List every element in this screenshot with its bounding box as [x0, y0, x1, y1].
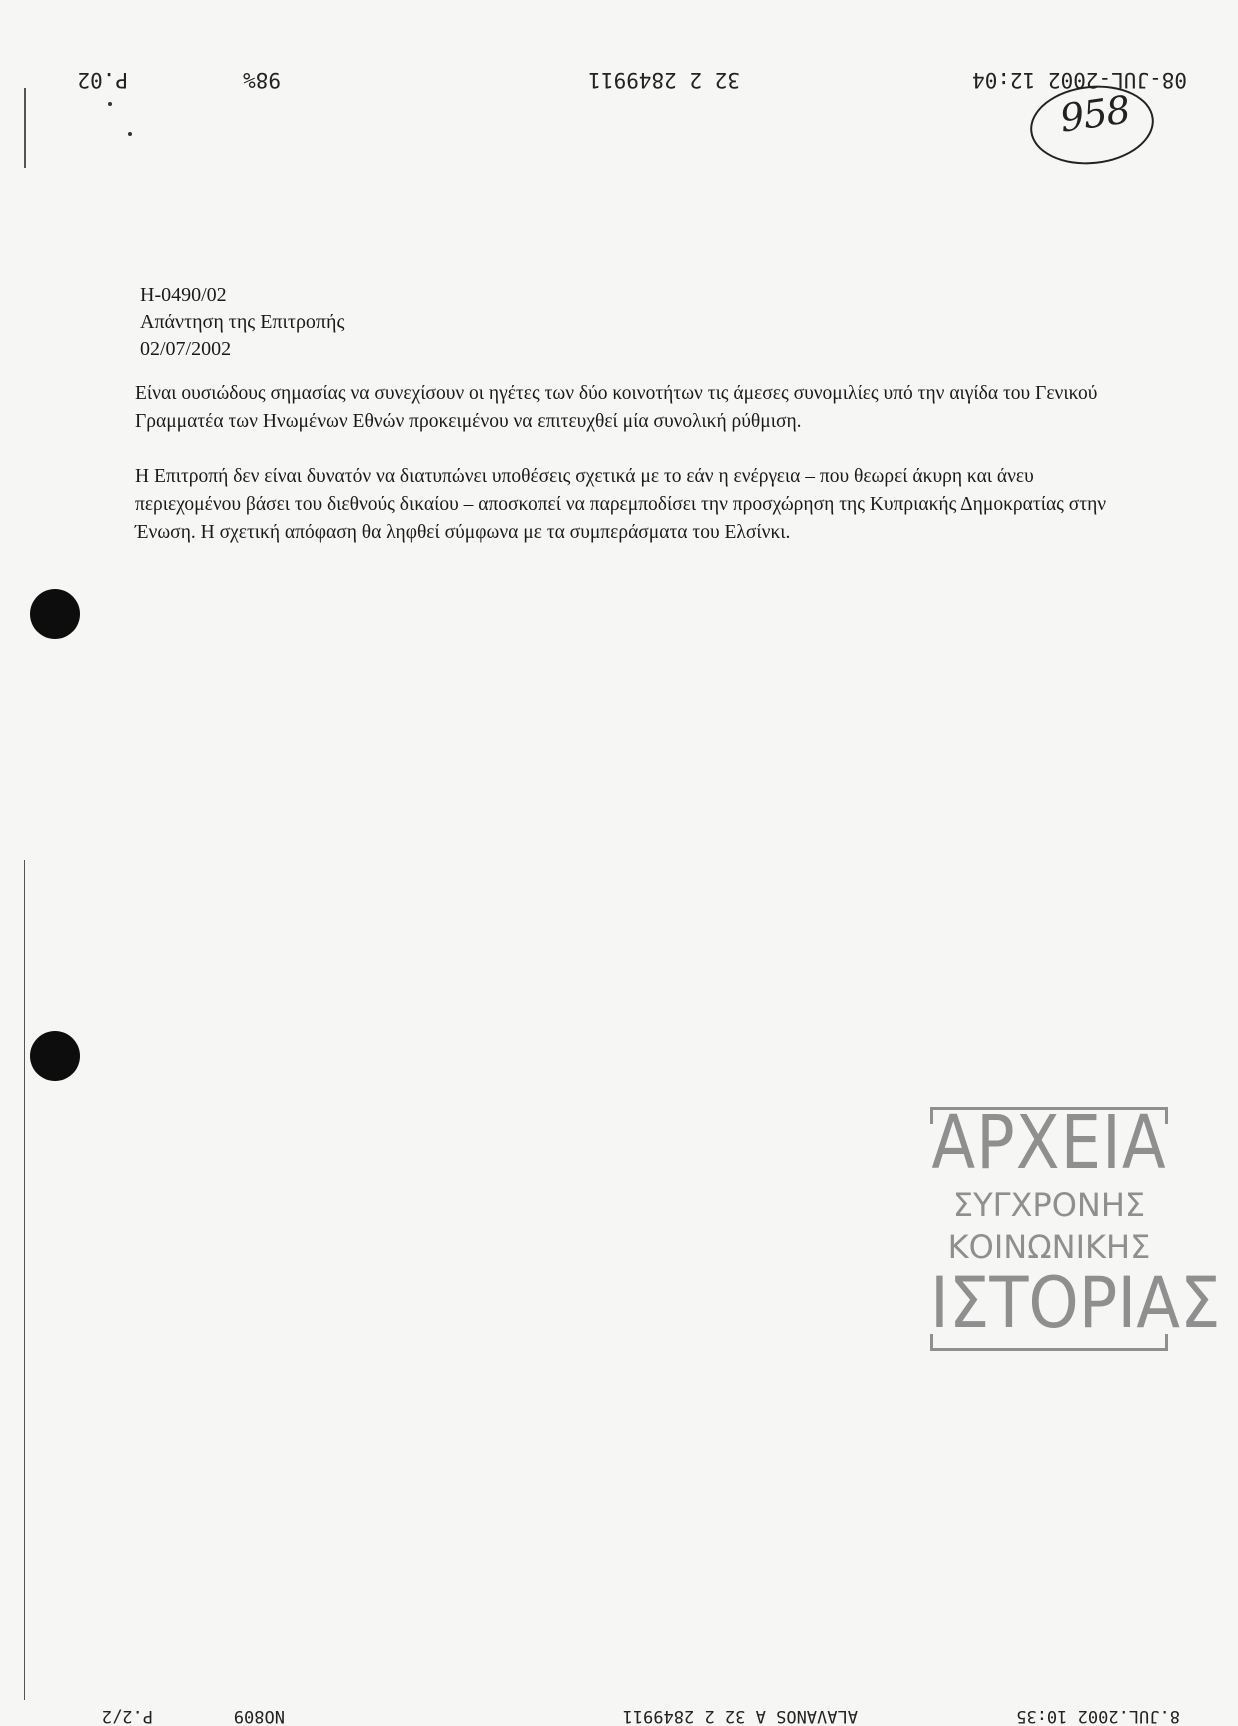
fax-top-quality: 98% [243, 68, 281, 92]
stamp-line-2: ΣΥΓΧΡΟΝΗΣ [952, 1186, 1146, 1224]
stamp-bracket-bottom [930, 1334, 1168, 1351]
archive-stamp [930, 1101, 1221, 1351]
document-title: Απάντηση της Επιτροπής [140, 311, 345, 333]
body-paragraph: Είναι ουσιώδους σημασίας να συνεχίσουν οι ηγέτες των δύο κοινοτήτων τις άμεσες συνομιλίες υπό την αιγίδα του Γενικού Γραμματέα των Ηνωμένων Εθνών προκειμένου να επιτευχθεί μία συνολική ρύθμιση. [135, 383, 1098, 432]
stamp-line-1: ΑΡΧΕΙΑ [931, 1101, 1167, 1187]
fax-bottom-datetime: 8.JUL.2002 10:35 [1016, 1706, 1180, 1726]
document-header [140, 282, 344, 363]
fax-top-datetime: 08-JUL-2002 12:04 [972, 68, 1187, 92]
edge-mark [24, 860, 25, 1700]
document-reference: H-0490/02 [140, 284, 227, 306]
document-date: 02/07/2002 [140, 338, 232, 360]
edge-mark [24, 88, 26, 168]
fax-header-top [0, 62, 1238, 92]
scan-speck [128, 132, 132, 136]
punch-hole [30, 589, 80, 639]
body-paragraph: Η Επιτροπή δεν είναι δυνατόν να διατυπώνει υποθέσεις σχετικά με το εάν η ενέργεια – που θεωρεί άκυρη και άνευ περιεχομένου βάσει του διεθνούς δικαίου – αποσκοπεί να παρεμποδίσει την προσχώρηση της Κυπριακής Δημοκρατίας στην Ένωση. Η σχετική απόφαση θα ληφθεί σύμφωνα με τα συμπεράσματα του Ελσίνκι. [135, 466, 1107, 543]
stamp-line-4: ΙΣΤΟΡΙΑΣ [930, 1263, 1221, 1345]
fax-top-page: P.02 [77, 68, 128, 92]
scan-speck [108, 102, 112, 106]
punch-hole [30, 1031, 80, 1081]
fax-bottom-page: P.2/2 [101, 1706, 153, 1726]
fax-bottom-sender: ALAVANOS A 32 2 2849911 [622, 1706, 858, 1726]
stamp-line-3: ΚΟΙΝΩΝΙΚΗΣ [947, 1228, 1151, 1266]
handwritten-reference: 958 [1057, 87, 1133, 141]
fax-bottom-number: NO809 [233, 1706, 285, 1726]
fax-top-phone: 32 2 2849911 [588, 68, 740, 92]
